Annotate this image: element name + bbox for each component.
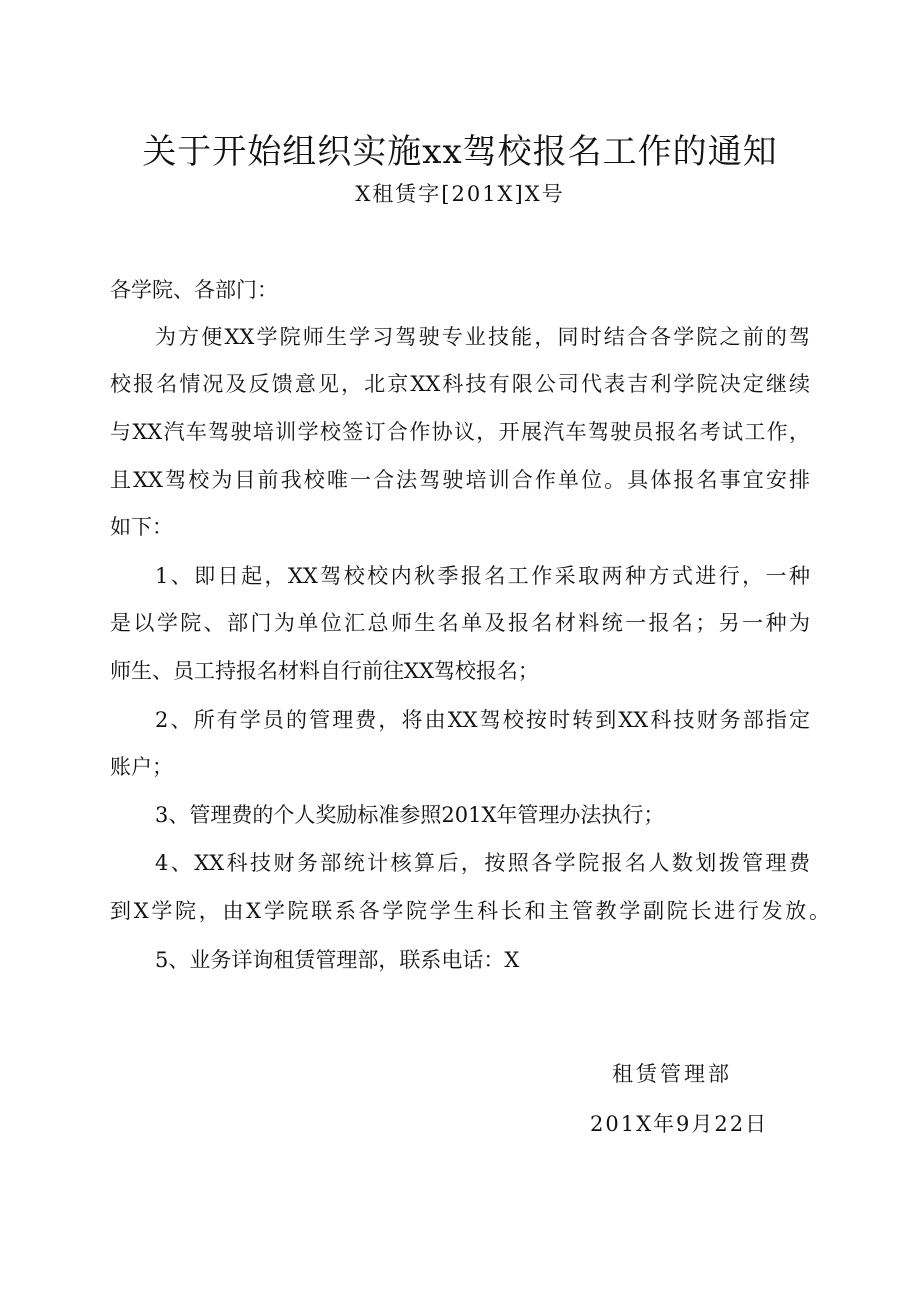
- body-line: 校报名情况及反馈意见，北京XX科技有限公司代表吉利学院决定继续: [110, 372, 810, 396]
- item-4-line: 4、XX科技财务部统计核算后，按照各学院报名人数划拨管理费: [155, 851, 810, 875]
- item-1-line: 是以学院、部门为单位汇总师生名单及报名材料统一报名；另一种为: [110, 611, 810, 635]
- body-line: 且XX驾校为目前我校唯一合法驾驶培训合作单位。具体报名事宜安排: [110, 468, 810, 492]
- body-line: 与XX汽车驾驶培训学校签订合作协议，开展汽车驾驶员报名考试工作，: [110, 420, 810, 444]
- item-5-line: 5、业务详询租赁管理部，联系电话：X: [155, 948, 520, 972]
- salutation: 各学院、各部门：: [110, 278, 278, 302]
- item-4-line: 到X学院，由X学院联系各学院学生科长和主管教学副院长进行发放。: [110, 899, 830, 923]
- document-title: 关于开始组织实施xx驾校报名工作的通知: [142, 132, 778, 172]
- body-line: 如下：: [110, 515, 173, 539]
- document-number: X租赁字[201X]X号: [355, 182, 565, 206]
- item-3-line: 3、管理费的个人奖励标准参照201X年管理办法执行；: [155, 803, 665, 827]
- item-1-line: 师生、员工持报名材料自行前往XX驾校报名；: [110, 659, 539, 683]
- body-line: 为方便XX学院师生学习驾驶专业技能，同时结合各学院之前的驾: [155, 325, 810, 349]
- item-1-line: 1、即日起，XX驾校校内秋季报名工作采取两种方式进行，一种: [155, 564, 810, 588]
- signature-department: 租赁管理部: [612, 1062, 732, 1086]
- item-2-line: 2、所有学员的管理费，将由XX驾校按时转到XX科技财务部指定: [155, 708, 810, 732]
- document-date: 201X年9月22日: [590, 1112, 769, 1136]
- item-2-line: 账户；: [110, 755, 173, 779]
